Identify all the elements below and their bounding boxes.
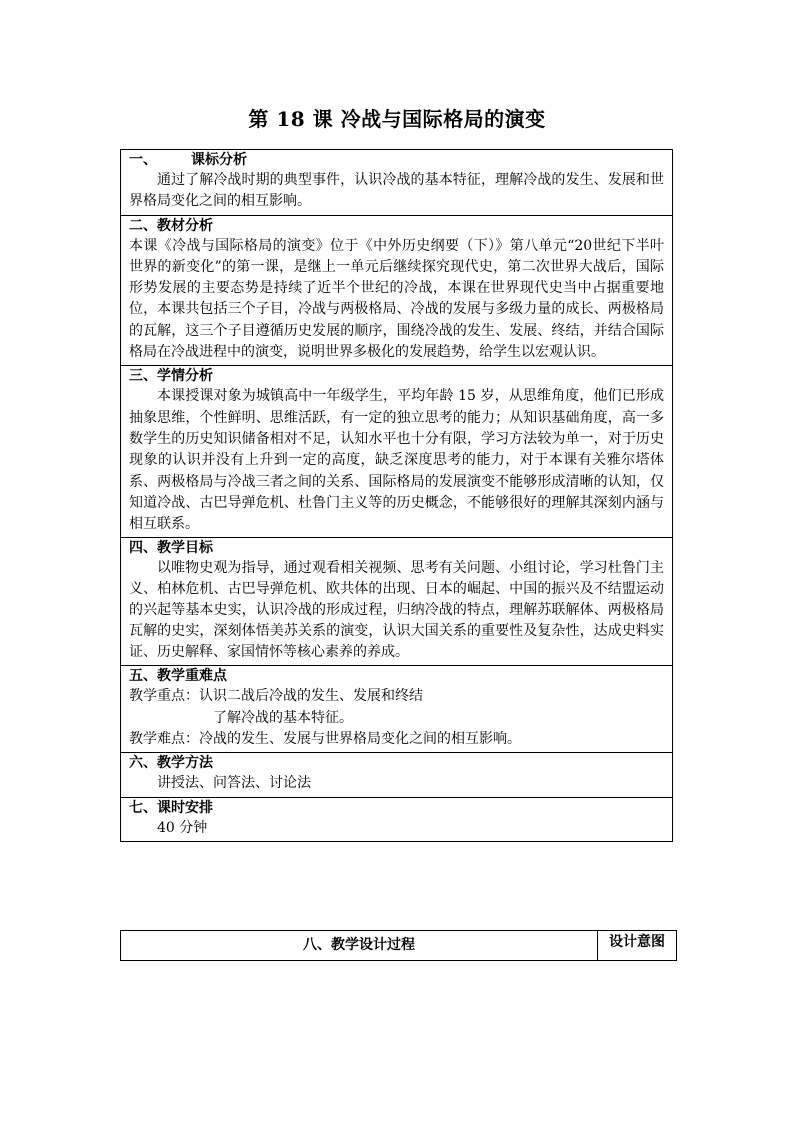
section-paragraph: 本课《冷战与国际格局的演变》位于《中外历史纲要（下）》第八单元“20世纪下半叶世界的新变化”的第一课，是继上一单元后继续探究现代史，第二次世界大战后，国际形势发展的主要态势是持续了近半个世纪的冷战，本课在世界现代史当中占据重要地位，本课共包括三个子目，冷战与两极格局、冷战的发展与多级力量的成长、两极格局的瓦解，这三个子目遵循历史发展的顺序，围绕冷战的发生、发展、终结，并结合国际格局在冷战进程中的演变，说明世界多极化的发展趋势，给学生以宏观认识。 [129,237,664,361]
section-row-textbook [121,215,673,366]
lesson-plan-table [120,149,673,842]
section-cell [121,753,673,797]
section-paragraph: 40 分钟 [157,819,208,836]
section-paragraph: 通过了解冷战时期的典型事件，认识冷战的基本特征，理解冷战的发生、发展和世界格局变化之间的相互影响。 [129,172,664,210]
section-row-methods [121,753,673,797]
section-heading [129,150,664,170]
design-process-heading: 八、教学设计过程 [121,931,598,961]
section-row-students [121,366,673,538]
section-cell [121,666,673,753]
section-row-objectives [121,538,673,666]
key-point-line: 教学重点：认识二战后冷战的发生、发展和终结 [129,688,423,705]
section-row-curriculum [121,150,673,216]
section-cell [121,797,673,841]
section-paragraph: 讲授法、问答法、讨论法 [157,775,311,792]
page-title: 第 18 课 冷战与国际格局的演变 [248,107,546,131]
design-intent-heading: 设计意图 [598,931,677,961]
section-cell [121,366,673,538]
section-paragraph: 以唯物史观为指导，通过观看相关视频、思考有关问题、小组讨论，学习杜鲁门主义、柏林危机、古巴导弹危机、欧共体的出现、日本的崛起、中国的振兴及不结盟运动的兴起等基本史实，认识冷战的形成过程，归纳冷战的特点，理解苏联解体、两极格局瓦解的史实，深刻体悟美苏关系的演变，认识大国关系的重要性及复杂性，达成史料实证、历史解释、家国情怀等核心素养的养成。 [129,560,664,661]
heading-number: 一、 [129,152,157,168]
section-heading: 七、课时安排 [129,799,213,816]
design-header-row [121,931,677,961]
section-cell [121,215,673,366]
section-row-duration [121,797,673,841]
section-row-key-points [121,666,673,753]
section-paragraph: 本课授课对象为城镇高中一年级学生，平均年龄 15 岁，从思维角度，他们已形成抽象思维，个性鲜明、思维活跃，有一定的独立思考的能力；从知识基础角度，高一多数学生的历史知识储备相对不足，认知水平也十分有限，学习方法较为单一，对于历史现象的认识并没有上升到一定的高度，缺乏深度思考的能力，对于本课有关雅尔塔体系、两极格局与冷战三者之间的关系、国际格局的发展演变不能够形成清晰的认知，仅知道冷战、古巴导弹危机、杜鲁门主义等的历史概念，不能够很好的理解其深刻内涵与相互联系。 [129,388,664,533]
difficulty-line: 教学难点：冷战的发生、发展与世界格局变化之间的相互影响。 [129,731,521,748]
design-process-table [120,930,677,961]
section-cell [121,150,673,216]
section-heading: 六、教学方法 [129,755,213,772]
section-heading: 五、教学重难点 [129,668,227,685]
section-heading: 三、学情分析 [129,368,213,385]
section-cell [121,538,673,666]
section-heading: 四、教学目标 [129,540,213,557]
section-heading: 二、教材分析 [129,217,213,234]
heading-text: 课标分析 [191,152,247,168]
key-point-line: 了解冷战的基本特征。 [213,709,353,726]
